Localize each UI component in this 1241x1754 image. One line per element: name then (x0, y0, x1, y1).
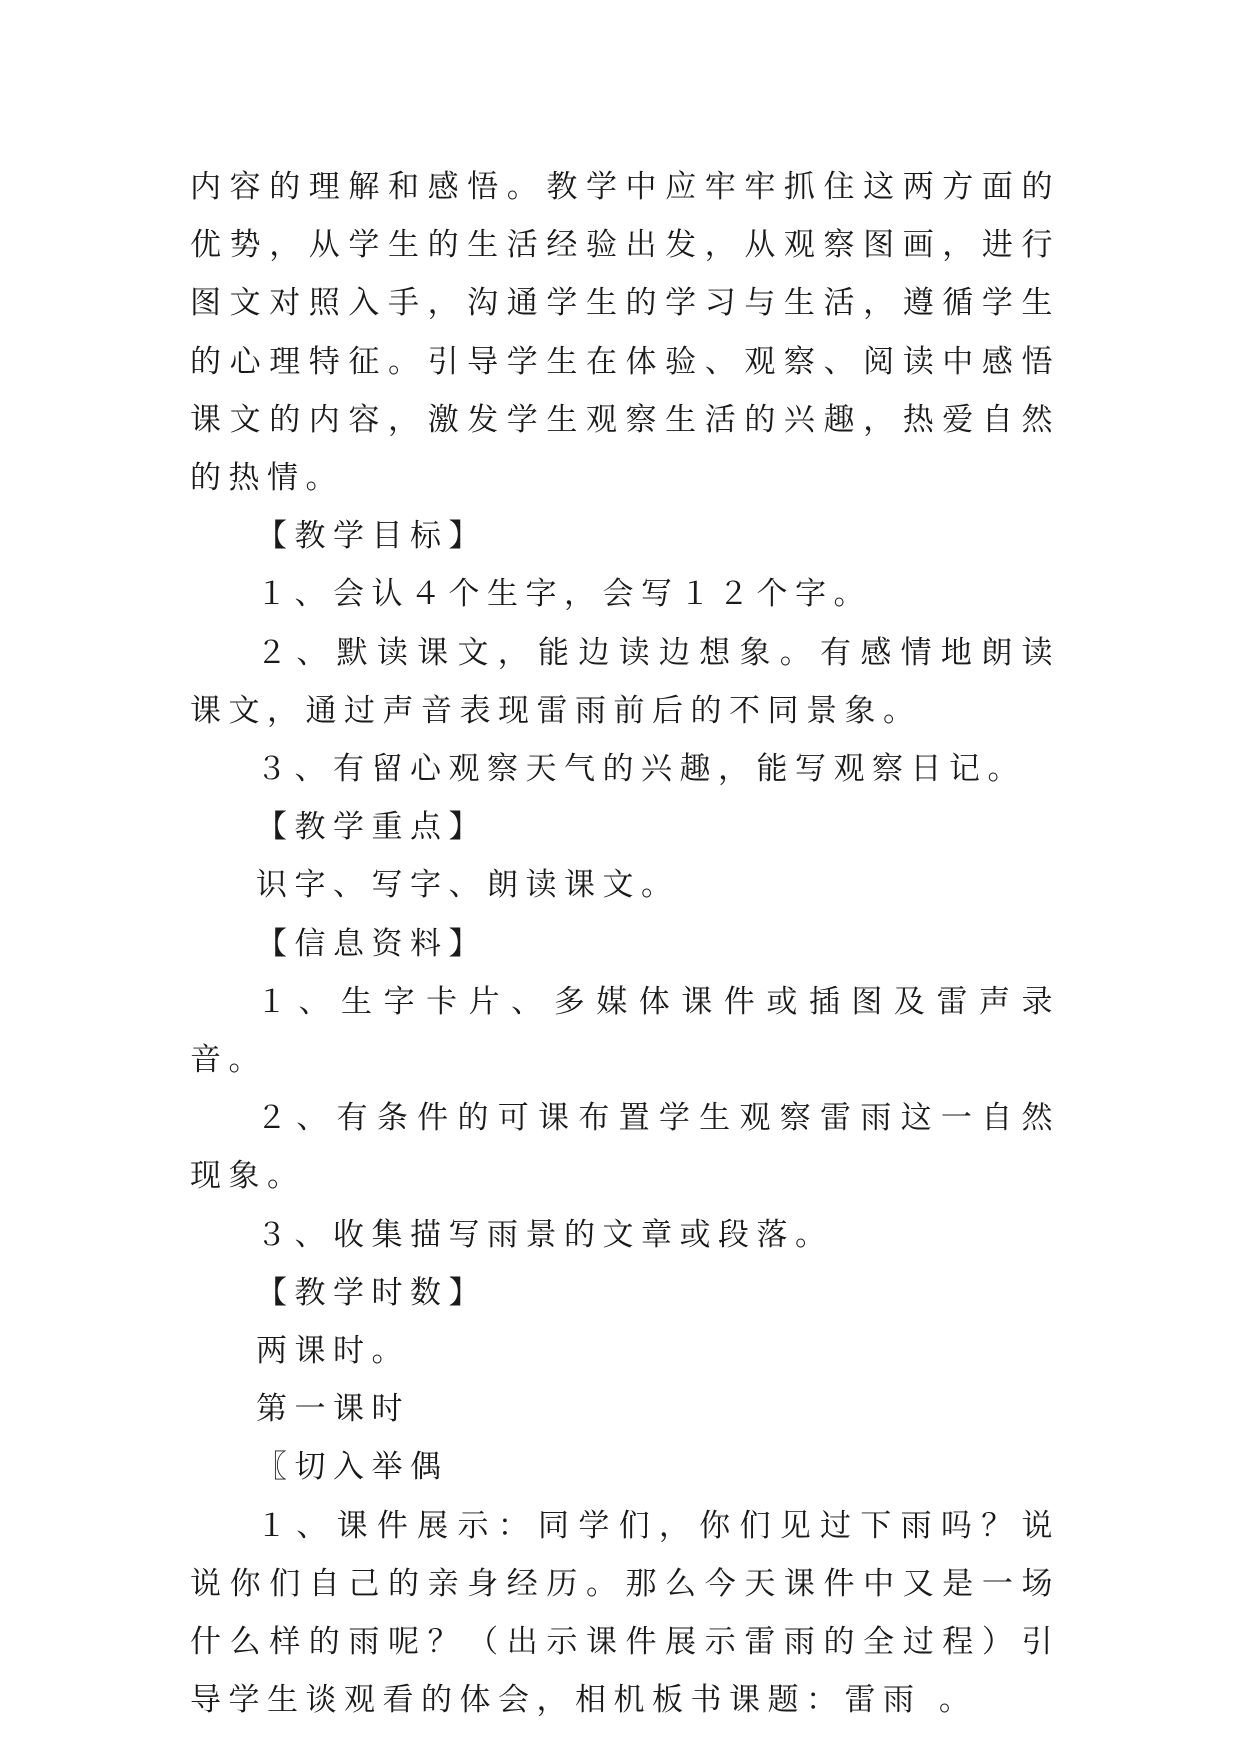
goal-item-1: １、会认４个生字，会写１２个字。 (256, 576, 872, 613)
lesson-one-paragraph: １、课件展示：同学们，你们见过下雨吗？说说你们自己的亲身经历。那么今天课件中又是一场什么样的雨呢？（出示课件展示雷雨的全过程）引导学生谈观看的体会，相机板书课题：雷雨 。 (190, 1507, 1060, 1719)
material-item-3: ３、收集描写雨景的文章或段落。 (256, 1216, 834, 1253)
intro-paragraph: 内容的理解和感悟。教学中应牢牢抓住这两方面的优势，从学生的生活经验出发，从观察图画，进行图文对照入手，沟通学生的学习与生活，遵循学生的心理特征。引导学生在体验、观察、阅读中感悟课文的内容，激发学生观察生活的兴趣，热爱自然的热情。 (190, 169, 1060, 497)
lesson-one-section: 〖切入举偶 (256, 1449, 449, 1486)
hours-heading: 【教学时数】 (256, 1274, 487, 1311)
goal-item-2: ２、默读课文，能边读边想象。有感情地朗读课文，通过声音表现雷雨前后的不同景象。 (190, 634, 1060, 729)
key-points-heading: 【教学重点】 (256, 809, 487, 846)
material-item-2: ２、有条件的可课布置学生观察雷雨这一自然现象。 (190, 1100, 1060, 1195)
materials-heading: 【信息资料】 (256, 925, 487, 962)
hours-text: 两课时。 (256, 1333, 410, 1370)
material-item-1: １、生字卡片、多媒体课件或插图及雷声录音。 (190, 983, 1060, 1079)
goal-item-3: ３、有留心观察天气的兴趣，能写观察日记。 (256, 751, 1026, 788)
document-body (190, 158, 1060, 1729)
goals-heading: 【教学目标】 (256, 518, 487, 555)
key-points-text: 识字、写字、朗读课文。 (256, 867, 680, 904)
lesson-one-title: 第一课时 (256, 1391, 410, 1428)
